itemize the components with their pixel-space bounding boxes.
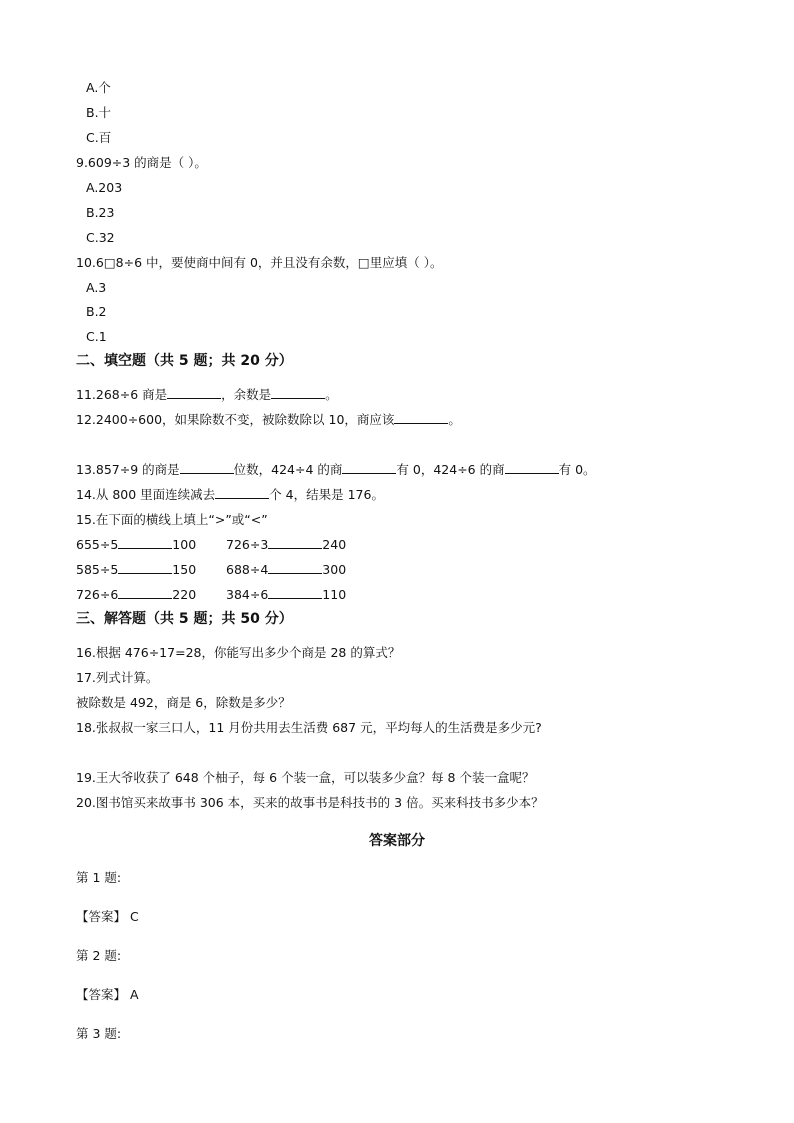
q15-row2-a [76,562,196,578]
q17-title: 17.列式计算。 [76,670,159,685]
q13-part1: 13.857÷9 的商是 [76,462,180,477]
q11-part2: ，余数是 [221,387,272,402]
q13-part4: 有 0。 [558,462,596,477]
q13-part3: 有 0，424÷6 的商 [396,462,505,477]
q15-row2-a-blank[interactable] [118,562,172,574]
q11-blank-2[interactable] [271,387,325,399]
q8-option-a: A.个 [86,80,111,95]
q15-row1-b-blank[interactable] [268,537,322,549]
q15-row2-b-blank[interactable] [268,562,322,574]
q14-part1: 14.从 800 里面连续减去 [76,487,216,502]
q14-part2: 个 4，结果是 176。 [269,487,384,502]
q15-row2-b [226,562,346,578]
q15-row3-b [226,587,346,603]
q10-option-c: C.1 [86,329,107,344]
q15-row2-b-val: 300 [322,562,347,577]
q12 [76,412,461,428]
q11-part3: 。 [325,387,338,402]
q12-part2: 。 [448,412,461,427]
q13 [76,462,596,478]
q15-row1-b-val: 240 [322,537,347,552]
q14-blank[interactable] [215,487,269,499]
q9-text: 9.609÷3 的商是（ ）。 [76,155,207,170]
q13-blank-3[interactable] [505,462,559,474]
q10-option-b: B.2 [86,304,107,319]
q15-row3-a-expr: 726÷6 [76,587,119,602]
answer-2-value: 【答案】 A [76,987,139,1002]
q13-part2: 位数，424÷4 的商 [233,462,343,477]
answers-title: 答案部分 [369,833,425,849]
q13-blank-1[interactable] [180,462,234,474]
q15-row1-a [76,537,196,553]
answer-1-value: 【答案】 C [76,909,139,924]
q15-text: 15.在下面的横线上填上“>”或“<” [76,512,268,527]
q10-text: 10.6□8÷6 中，要使商中间有 0，并且没有余数，□里应填（ ）。 [76,255,443,270]
q9-option-b: B.23 [86,205,115,220]
q12-part1: 12.2400÷600，如果除数不变，被除数除以 10，商应该 [76,412,395,427]
q20-text: 20.图书馆买来故事书 306 本，买来的故事书是科技书的 3 倍。买来科技书多少本？ [76,795,544,810]
q9-option-a: A.203 [86,180,123,195]
q15-row3-a-blank[interactable] [118,587,172,599]
q11 [76,387,338,403]
q13-blank-2[interactable] [342,462,396,474]
q15-row3-b-expr: 384÷6 [226,587,269,602]
q8-option-b: B.十 [86,105,112,120]
answer-2-heading: 第 2 题: [76,948,122,963]
q15-row2-a-val: 150 [172,562,197,577]
q9-option-c: C.32 [86,230,115,245]
answer-1-heading: 第 1 题: [76,870,122,885]
answer-3-heading: 第 3 题: [76,1026,122,1041]
q14 [76,487,384,503]
q15-row2-b-expr: 688÷4 [226,562,269,577]
q11-blank-1[interactable] [167,387,221,399]
q12-blank[interactable] [394,412,448,424]
q15-row3-a [76,587,196,603]
q17-body: 被除数是 492，商是 6，除数是多少？ [76,695,291,710]
q11-part1: 11.268÷6 商是 [76,387,168,402]
q15-row1-a-expr: 655÷5 [76,537,119,552]
q18-text: 18.张叔叔一家三口人，11 月份共用去生活费 687 元，平均每人的生活费是多少元? [76,720,542,735]
q15-row1-a-blank[interactable] [118,537,172,549]
q15-row1-b-expr: 726÷3 [226,537,269,552]
q16-text: 16.根据 476÷17=28，你能写出多少个商是 28 的算式？ [76,645,401,660]
q15-row1-a-val: 100 [172,537,197,552]
q15-row2-a-expr: 585÷5 [76,562,119,577]
section2-title: 二、填空题（共 5 题；共 20 分） [76,353,293,369]
q10-option-a: A.3 [86,280,107,295]
q15-row3-b-val: 110 [322,587,347,602]
q8-option-c: C.百 [86,130,112,145]
q15-row3-a-val: 220 [172,587,197,602]
section3-title: 三、解答题（共 5 题；共 50 分） [76,611,293,627]
q15-row3-b-blank[interactable] [268,587,322,599]
q15-row1-b [226,537,346,553]
q19-text: 19.王大爷收获了 648 个柚子，每 6 个装一盒，可以装多少盒？每 8 个装一盒呢？ [76,770,535,785]
